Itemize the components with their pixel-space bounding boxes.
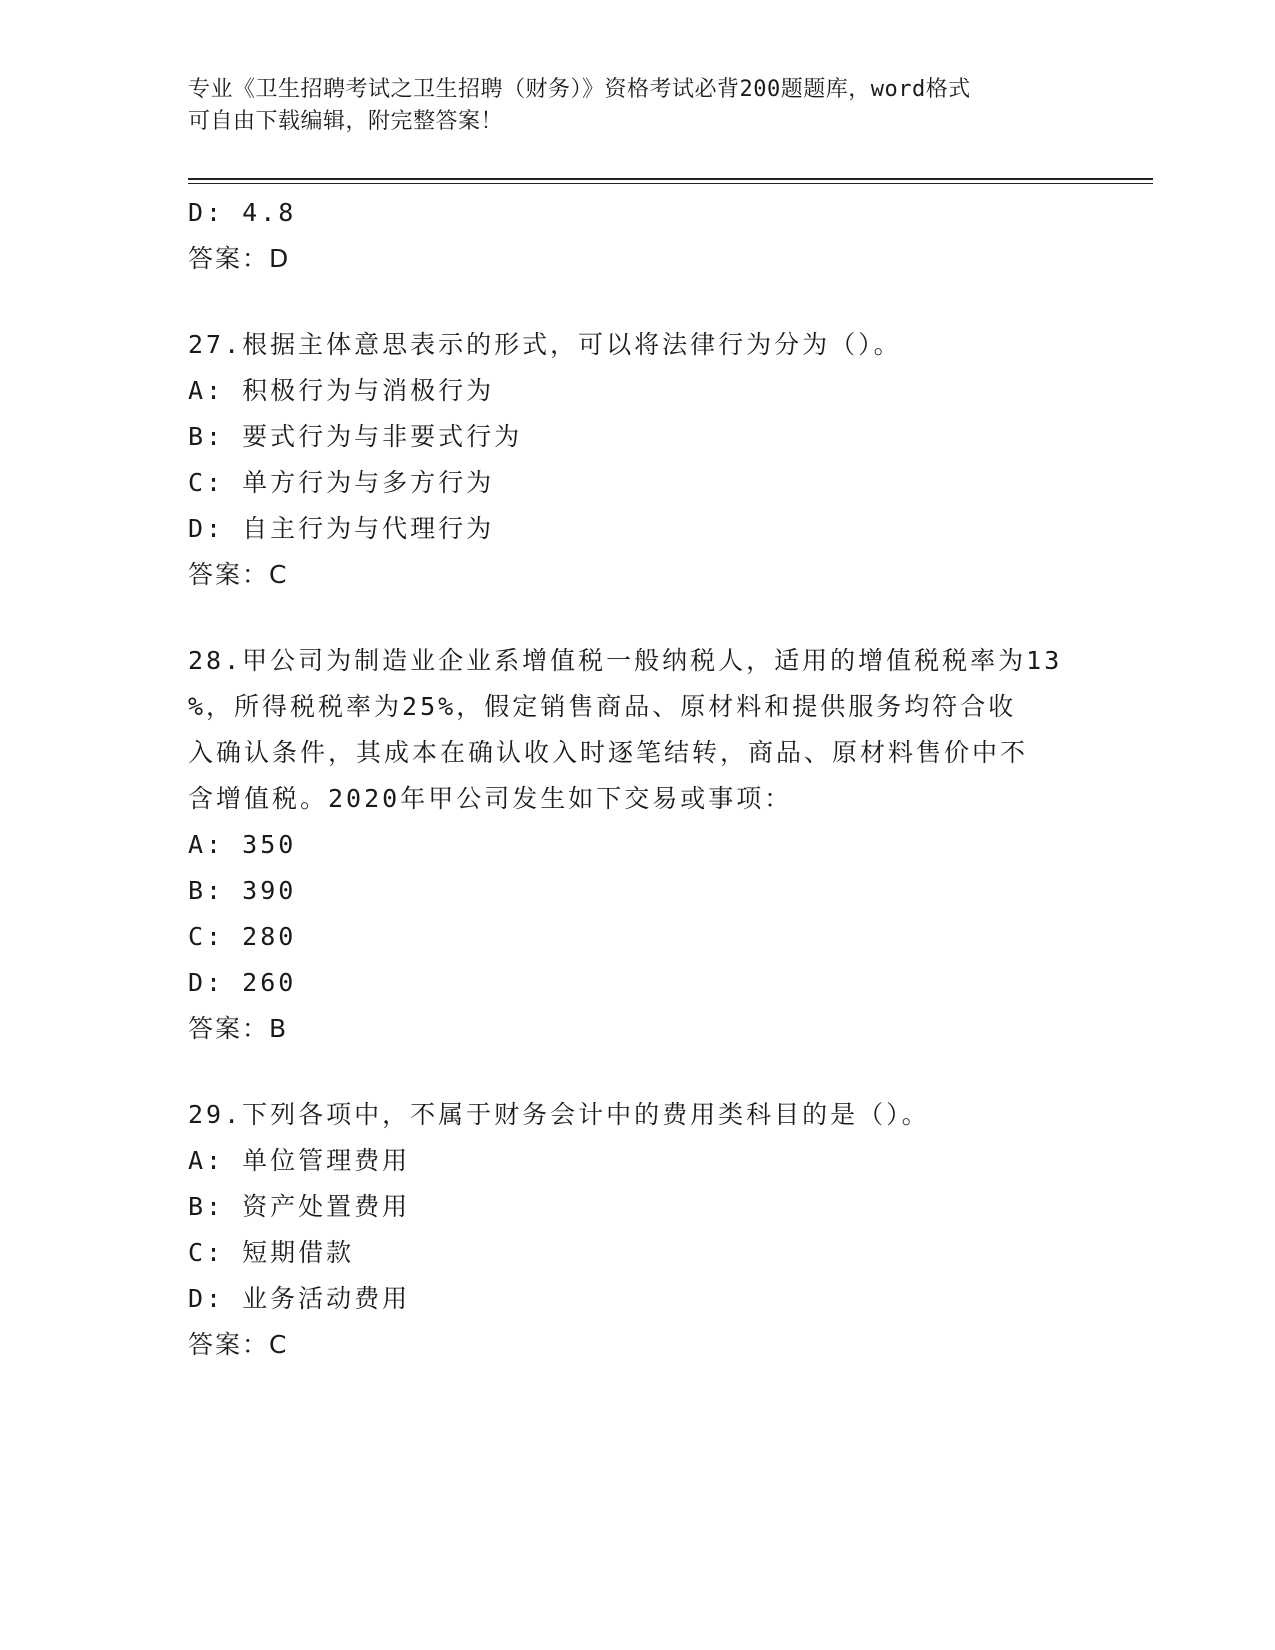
question-29	[188, 1092, 1108, 1368]
answer: 答案：C	[188, 560, 289, 589]
answer: 答案：B	[188, 1014, 289, 1043]
question-28	[188, 638, 1108, 1052]
question-stem-line: 28.甲公司为制造业企业系增值税一般纳税人，适用的增值税税率为13	[188, 646, 1063, 675]
option-b: B: 要式行为与非要式行为	[188, 422, 523, 451]
option-d: D: 自主行为与代理行为	[188, 514, 495, 543]
question-stem-line: 含增值税。2020年甲公司发生如下交易或事项：	[188, 784, 793, 813]
header-title-line1: 专业《卫生招聘考试之卫生招聘（财务）》资格考试必背200题题库，word格式	[188, 77, 971, 102]
option-b: B: 资产处置费用	[188, 1192, 411, 1221]
question-stem-line: 入确认条件，其成本在确认收入时逐笔结转，商品、原材料售价中不	[188, 738, 1029, 767]
question-27	[188, 322, 1108, 598]
question-stem	[188, 638, 1108, 822]
spacer	[188, 282, 1108, 322]
answer: 答案：C	[188, 1330, 289, 1359]
question-26-tail	[188, 190, 1108, 282]
header-divider-thick	[188, 178, 1153, 180]
question-stem: 29.下列各项中，不属于财务会计中的费用类科目的是（）。	[188, 1100, 930, 1129]
option-c: C: 单方行为与多方行为	[188, 468, 495, 497]
page-header	[188, 74, 1088, 138]
question-stem-line: %，所得税税率为25%，假定销售商品、原材料和提供服务均符合收	[188, 692, 1017, 721]
option-d: D: 260	[188, 968, 297, 997]
option-a: A: 单位管理费用	[188, 1146, 411, 1175]
option-c: C: 280	[188, 922, 297, 951]
option-d: D: 4.8	[188, 198, 297, 227]
question-content	[188, 190, 1108, 1368]
answer: 答案：D	[188, 244, 291, 273]
option-c: C: 短期借款	[188, 1238, 355, 1267]
option-a: A: 积极行为与消极行为	[188, 376, 495, 405]
question-stem: 27.根据主体意思表示的形式，可以将法律行为分为（）。	[188, 330, 902, 359]
header-divider-thin	[188, 183, 1153, 184]
spacer	[188, 1052, 1108, 1092]
spacer	[188, 598, 1108, 638]
option-d: D: 业务活动费用	[188, 1284, 411, 1313]
option-a: A: 350	[188, 830, 297, 859]
header-title-line2: 可自由下载编辑，附完整答案！	[188, 109, 504, 134]
option-b: B: 390	[188, 876, 297, 905]
